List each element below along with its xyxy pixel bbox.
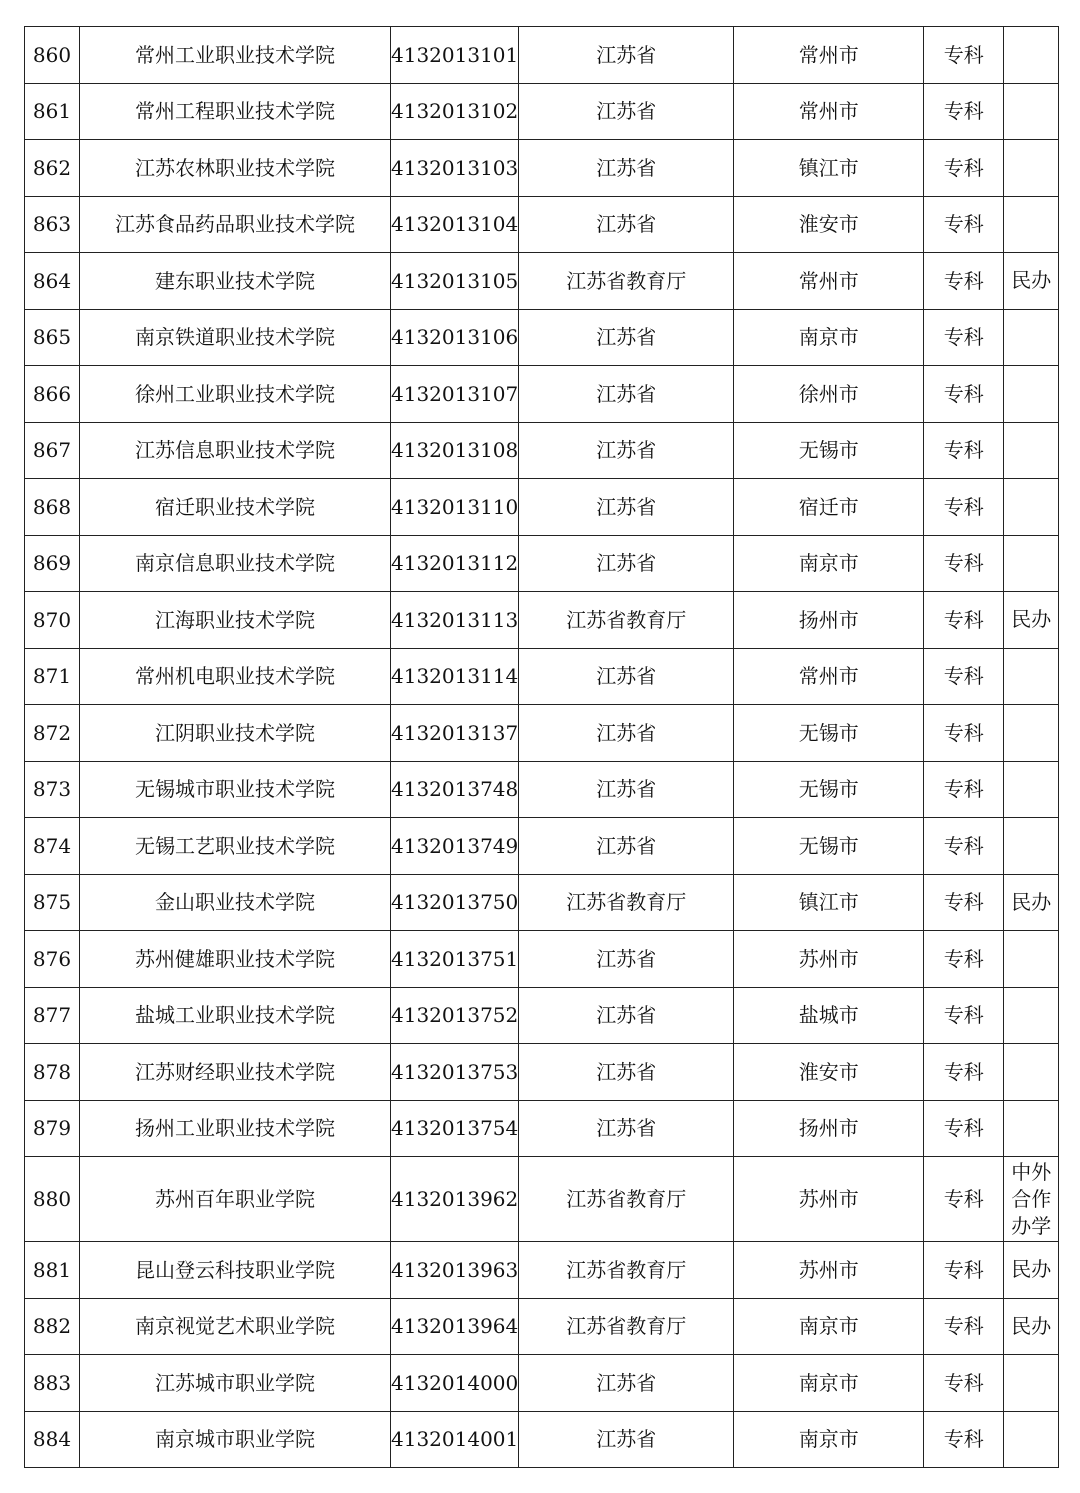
supervising-department: 江苏省 [519, 479, 734, 536]
institution-code: 4132013114 [391, 648, 519, 705]
institution-code: 4132013101 [391, 27, 519, 84]
education-level: 专科 [924, 648, 1004, 705]
row-number: 873 [25, 761, 80, 818]
institution-code: 4132013962 [391, 1157, 519, 1242]
institution-name: 盐城工业职业技术学院 [80, 987, 391, 1044]
institution-name: 无锡工艺职业技术学院 [80, 818, 391, 875]
education-level: 专科 [924, 705, 1004, 762]
table-row [25, 818, 1059, 875]
education-level: 专科 [924, 592, 1004, 649]
institution-table [24, 26, 1059, 1468]
remark: 民办 [1004, 1242, 1059, 1299]
city: 常州市 [734, 648, 924, 705]
remark [1004, 648, 1059, 705]
table-row [25, 140, 1059, 197]
remark: 民办 [1004, 1298, 1059, 1355]
city: 苏州市 [734, 1242, 924, 1299]
institution-name: 江海职业技术学院 [80, 592, 391, 649]
institution-code: 4132013964 [391, 1298, 519, 1355]
institution-name: 金山职业技术学院 [80, 874, 391, 931]
remark [1004, 761, 1059, 818]
education-level: 专科 [924, 1298, 1004, 1355]
education-level: 专科 [924, 1242, 1004, 1299]
supervising-department: 江苏省教育厅 [519, 1242, 734, 1299]
table-row [25, 422, 1059, 479]
supervising-department: 江苏省 [519, 1411, 734, 1468]
education-level: 专科 [924, 366, 1004, 423]
institution-code: 4132013752 [391, 987, 519, 1044]
institution-code: 4132013113 [391, 592, 519, 649]
row-number: 875 [25, 874, 80, 931]
table-row [25, 366, 1059, 423]
city: 南京市 [734, 1355, 924, 1412]
remark [1004, 705, 1059, 762]
city: 南京市 [734, 1298, 924, 1355]
supervising-department: 江苏省教育厅 [519, 1298, 734, 1355]
education-level: 专科 [924, 1355, 1004, 1412]
remark [1004, 422, 1059, 479]
remark [1004, 818, 1059, 875]
institution-code: 4132013137 [391, 705, 519, 762]
table-row [25, 1044, 1059, 1101]
supervising-department: 江苏省 [519, 648, 734, 705]
supervising-department: 江苏省 [519, 196, 734, 253]
supervising-department: 江苏省 [519, 1355, 734, 1412]
institution-code: 4132013106 [391, 309, 519, 366]
institution-code: 4132013104 [391, 196, 519, 253]
institution-name: 江阴职业技术学院 [80, 705, 391, 762]
table-row [25, 253, 1059, 310]
remark [1004, 1411, 1059, 1468]
row-number: 877 [25, 987, 80, 1044]
institution-code: 4132014001 [391, 1411, 519, 1468]
institution-name: 苏州百年职业学院 [80, 1157, 391, 1242]
city: 无锡市 [734, 761, 924, 818]
education-level: 专科 [924, 1411, 1004, 1468]
institution-name: 常州工程职业技术学院 [80, 83, 391, 140]
institution-code: 4132013110 [391, 479, 519, 536]
remark [1004, 479, 1059, 536]
table-row [25, 1157, 1059, 1242]
city: 常州市 [734, 83, 924, 140]
institution-name: 江苏信息职业技术学院 [80, 422, 391, 479]
row-number: 861 [25, 83, 80, 140]
remark: 民办 [1004, 874, 1059, 931]
institution-code: 4132013754 [391, 1100, 519, 1157]
city: 镇江市 [734, 874, 924, 931]
city: 盐城市 [734, 987, 924, 1044]
supervising-department: 江苏省 [519, 366, 734, 423]
education-level: 专科 [924, 479, 1004, 536]
remark [1004, 140, 1059, 197]
row-number: 878 [25, 1044, 80, 1101]
supervising-department: 江苏省教育厅 [519, 592, 734, 649]
education-level: 专科 [924, 140, 1004, 197]
city: 常州市 [734, 27, 924, 84]
supervising-department: 江苏省 [519, 987, 734, 1044]
education-level: 专科 [924, 27, 1004, 84]
education-level: 专科 [924, 1044, 1004, 1101]
education-level: 专科 [924, 761, 1004, 818]
institution-name: 徐州工业职业技术学院 [80, 366, 391, 423]
remark: 民办 [1004, 253, 1059, 310]
row-number: 884 [25, 1411, 80, 1468]
institution-code: 4132013963 [391, 1242, 519, 1299]
city: 南京市 [734, 309, 924, 366]
city: 无锡市 [734, 705, 924, 762]
remark [1004, 987, 1059, 1044]
supervising-department: 江苏省 [519, 1044, 734, 1101]
row-number: 864 [25, 253, 80, 310]
remark [1004, 196, 1059, 253]
city: 常州市 [734, 253, 924, 310]
city: 镇江市 [734, 140, 924, 197]
supervising-department: 江苏省 [519, 1100, 734, 1157]
institution-code: 4132013112 [391, 535, 519, 592]
education-level: 专科 [924, 83, 1004, 140]
education-level: 专科 [924, 818, 1004, 875]
row-number: 860 [25, 27, 80, 84]
supervising-department: 江苏省 [519, 761, 734, 818]
education-level: 专科 [924, 931, 1004, 988]
row-number: 876 [25, 931, 80, 988]
remark: 民办 [1004, 592, 1059, 649]
institution-code: 4132013102 [391, 83, 519, 140]
education-level: 专科 [924, 1100, 1004, 1157]
institution-name: 宿迁职业技术学院 [80, 479, 391, 536]
row-number: 872 [25, 705, 80, 762]
education-level: 专科 [924, 874, 1004, 931]
table-row [25, 705, 1059, 762]
education-level: 专科 [924, 535, 1004, 592]
row-number: 863 [25, 196, 80, 253]
supervising-department: 江苏省 [519, 422, 734, 479]
table-row [25, 1100, 1059, 1157]
row-number: 883 [25, 1355, 80, 1412]
supervising-department: 江苏省 [519, 535, 734, 592]
institution-code: 4132013750 [391, 874, 519, 931]
row-number: 881 [25, 1242, 80, 1299]
institution-name: 江苏财经职业技术学院 [80, 1044, 391, 1101]
table-row [25, 874, 1059, 931]
institution-name: 常州机电职业技术学院 [80, 648, 391, 705]
table-row [25, 1411, 1059, 1468]
remark [1004, 1044, 1059, 1101]
city: 南京市 [734, 1411, 924, 1468]
table-row [25, 1242, 1059, 1299]
supervising-department: 江苏省 [519, 140, 734, 197]
institution-name: 南京城市职业学院 [80, 1411, 391, 1468]
city: 南京市 [734, 535, 924, 592]
remark [1004, 931, 1059, 988]
supervising-department: 江苏省 [519, 83, 734, 140]
institution-name: 无锡城市职业技术学院 [80, 761, 391, 818]
institution-name: 扬州工业职业技术学院 [80, 1100, 391, 1157]
institution-code: 4132013749 [391, 818, 519, 875]
institution-name: 江苏城市职业学院 [80, 1355, 391, 1412]
institution-name: 南京视觉艺术职业学院 [80, 1298, 391, 1355]
institution-code: 4132013748 [391, 761, 519, 818]
row-number: 879 [25, 1100, 80, 1157]
remark [1004, 83, 1059, 140]
institution-name: 昆山登云科技职业学院 [80, 1242, 391, 1299]
institution-name: 常州工业职业技术学院 [80, 27, 391, 84]
row-number: 882 [25, 1298, 80, 1355]
row-number: 862 [25, 140, 80, 197]
table-row [25, 479, 1059, 536]
city: 徐州市 [734, 366, 924, 423]
row-number: 868 [25, 479, 80, 536]
table-row [25, 987, 1059, 1044]
education-level: 专科 [924, 422, 1004, 479]
city: 扬州市 [734, 592, 924, 649]
row-number: 880 [25, 1157, 80, 1242]
table-row [25, 83, 1059, 140]
remark [1004, 1355, 1059, 1412]
education-level: 专科 [924, 309, 1004, 366]
table-body [25, 27, 1059, 1468]
remark [1004, 535, 1059, 592]
table-row [25, 592, 1059, 649]
education-level: 专科 [924, 987, 1004, 1044]
supervising-department: 江苏省 [519, 818, 734, 875]
supervising-department: 江苏省 [519, 27, 734, 84]
city: 淮安市 [734, 196, 924, 253]
row-number: 867 [25, 422, 80, 479]
institution-name: 南京铁道职业技术学院 [80, 309, 391, 366]
institution-code: 4132013753 [391, 1044, 519, 1101]
institution-code: 4132014000 [391, 1355, 519, 1412]
supervising-department: 江苏省教育厅 [519, 1157, 734, 1242]
institution-name: 南京信息职业技术学院 [80, 535, 391, 592]
row-number: 874 [25, 818, 80, 875]
table-row [25, 1298, 1059, 1355]
supervising-department: 江苏省 [519, 309, 734, 366]
table-row [25, 309, 1059, 366]
education-level: 专科 [924, 253, 1004, 310]
supervising-department: 江苏省 [519, 931, 734, 988]
row-number: 866 [25, 366, 80, 423]
institution-name: 江苏食品药品职业技术学院 [80, 196, 391, 253]
city: 无锡市 [734, 422, 924, 479]
row-number: 870 [25, 592, 80, 649]
remark [1004, 309, 1059, 366]
institution-code: 4132013107 [391, 366, 519, 423]
table-row [25, 1355, 1059, 1412]
institution-name: 建东职业技术学院 [80, 253, 391, 310]
remark [1004, 27, 1059, 84]
row-number: 865 [25, 309, 80, 366]
education-level: 专科 [924, 1157, 1004, 1242]
table-row [25, 931, 1059, 988]
city: 无锡市 [734, 818, 924, 875]
city: 淮安市 [734, 1044, 924, 1101]
institution-code: 4132013751 [391, 931, 519, 988]
table-row [25, 761, 1059, 818]
row-number: 869 [25, 535, 80, 592]
supervising-department: 江苏省教育厅 [519, 874, 734, 931]
city: 苏州市 [734, 931, 924, 988]
city: 宿迁市 [734, 479, 924, 536]
supervising-department: 江苏省 [519, 705, 734, 762]
education-level: 专科 [924, 196, 1004, 253]
remark [1004, 1100, 1059, 1157]
city: 苏州市 [734, 1157, 924, 1242]
table-row [25, 196, 1059, 253]
table-row [25, 648, 1059, 705]
row-number: 871 [25, 648, 80, 705]
institution-code: 4132013105 [391, 253, 519, 310]
institution-name: 江苏农林职业技术学院 [80, 140, 391, 197]
institution-code: 4132013103 [391, 140, 519, 197]
table-row [25, 27, 1059, 84]
remark [1004, 366, 1059, 423]
city: 扬州市 [734, 1100, 924, 1157]
remark: 中外 合作 办学 [1004, 1157, 1059, 1242]
institution-name: 苏州健雄职业技术学院 [80, 931, 391, 988]
supervising-department: 江苏省教育厅 [519, 253, 734, 310]
institution-code: 4132013108 [391, 422, 519, 479]
table-row [25, 535, 1059, 592]
